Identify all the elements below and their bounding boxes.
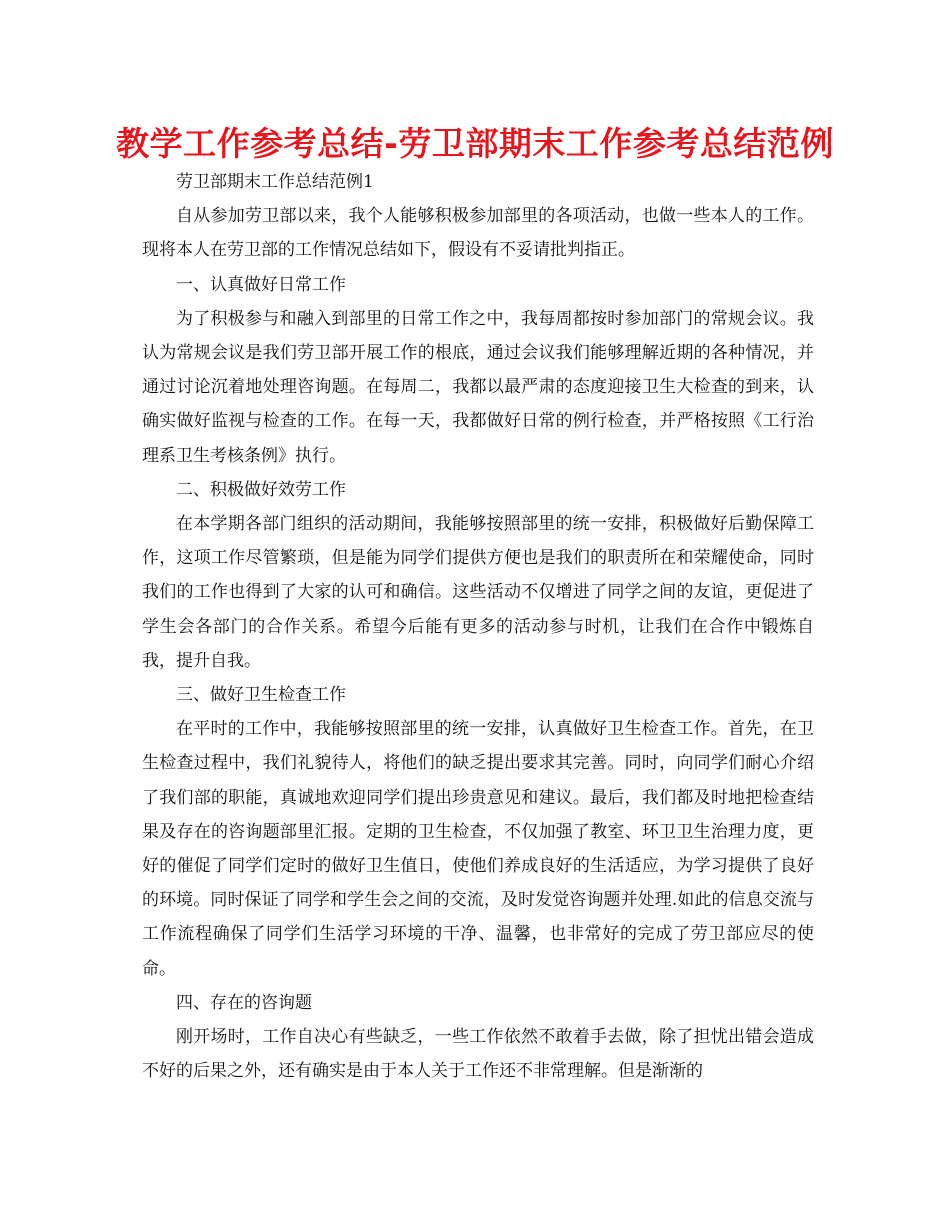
document-title: 教学工作参考总结-劳卫部期末工作参考总结范例 — [116, 124, 834, 163]
section-heading-2: 二、积极做好效劳工作 — [176, 479, 346, 500]
section-body-4: 刚开场时，工作自决心有些缺乏，一些工作依然不敢着手去做，除了担忧出错会造成不好的后果之外，还有确实是由于本人关于工作还不非常理解。但是渐渐的 — [142, 1027, 814, 1082]
document-body — [142, 165, 814, 1088]
section-heading-1: 一、认真做好日常工作 — [176, 274, 346, 295]
section-body-3: 在平时的工作中，我能够按照部里的统一安排，认真做好卫生检查工作。首先，在卫生检查过程中，我们礼貌待人，将他们的缺乏提出要求其完善。同时，向同学们耐心介绍了我们部的职能，真诚地欢迎同学们提出珍贵意见和建议。最后，我们都及时地把检查结果及存在的咨询题部里汇报。定期的卫生检查，不仅加强了教室、环卫卫生治理力度，更好的催促了同学们定时的做好卫生值日，使他们养成良好的生活适应，为学习提供了良好的环境。同时保证了同学和学生会之间的交流，及时发觉咨询题并处理.如此的信息交流与工作流程确保了同学们生活学习环境的干净、温馨，也非常好的完成了劳卫部应尽的使命。 — [142, 719, 814, 979]
section-body-1: 为了积极参与和融入到部里的日常工作之中，我每周都按时参加部门的常规会议。我认为常规会议是我们劳卫部开展工作的根底，通过会议我们能够理解近期的各种情况，并通过讨论沉着地处理咨询题。在每周二，我都以最严肃的态度迎接卫生大检查的到来，认确实做好监视与检查的工作。在每一天，我都做好日常的例行检查，并严格按照《工行治理系卫生考核条例》执行。 — [142, 308, 814, 466]
section-body-2: 在本学期各部门组织的活动期间，我能够按照部里的统一安排，积极做好后勤保障工作，这项工作尽管繁琐，但是能为同学们提供方便也是我们的职责所在和荣耀使命，同时我们的工作也得到了大家的认可和确信。这些活动不仅增进了同学之间的友谊，更促进了学生会各部门的合作关系。希望今后能有更多的活动参与时机，让我们在合作中锻炼自我，提升自我。 — [142, 514, 814, 671]
intro-paragraph: 自从参加劳卫部以来，我个人能够积极参加部里的各项活动，也做一些本人的工作。现将本人在劳卫部的工作情况总结如下，假设有不妥请批判指正。 — [142, 206, 814, 261]
section-heading-3: 三、做好卫生检查工作 — [176, 685, 346, 706]
subtitle-paragraph: 劳卫部期末工作总结范例1 — [176, 172, 374, 192]
section-heading-4: 四、存在的咨询题 — [176, 992, 312, 1013]
